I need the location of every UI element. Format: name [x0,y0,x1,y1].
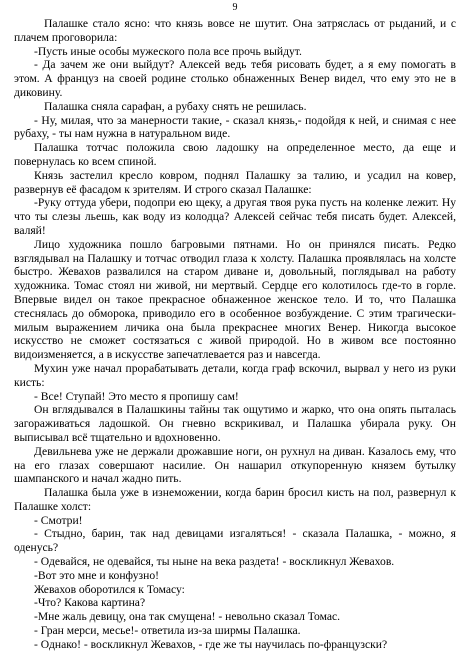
paragraph: - Ну, милая, что за манерности такие, - сказал князь,- подойдя к ней, и снимая с нее рубаху, - ты нам нужна в натуральном виде. [14,113,456,141]
paragraph: Князь застелил кресло ковром, поднял Палашку за талию, и усадил на ковер, развернув её фасадом к зрителям. И строго сказал Палашке: [14,168,456,196]
paragraph: - Все! Ступай! Это место я пропишу сам! [34,389,239,403]
paragraph: -Мне жаль девицу, она так смущена! - невольно сказал Томас. [34,610,341,624]
paragraph: Жевахов оборотился к Томасу: [34,582,185,596]
paragraph: Девильнева уже не держали дрожавшие ноги, он рухнул на диван. Казалось ему, что на его глазах совершают насилие. Он нашарил откупоренную князем бутылку шампанского и начал жадно пить. [14,444,456,486]
paragraph: - Одевайся, не одевайся, ты ныне на века раздета! - воскликнул Жевахов. [34,555,395,569]
paragraph: -Вот это мне и конфузно! [34,568,159,582]
paragraph: - Смотри! [34,513,83,527]
paragraph: Палашка была уже в изнеможении, когда барин бросил кисть на пол, развернул к Палашке холст: [14,486,456,513]
paragraph: Лицо художника пошло багровыми пятнами. Но он принялся писать. Редко взглядывал на Палашку и тотчас отводил глаза к холсту. Палашка проявлялась на холсте быстро. Жевахов развалился на старом диване и, довольный, поглядывал на работу художника. Томас стоял ни живой, ни мертвый. Сердце его колотилось где-то в горле. Впервые видел он такое прекрасное обнаженное женское тело. И то, что Палашка стеснялась до обморока, приводило его в особенное возбуждение. С этим трагически-милым выражением личика она была прекраснее многих Венер. Никогда высокое искусство не сможет состязаться с живой природой. Но в живом все постоянно видоизменяется, а в искусстве запечатлевается раз и навсегда. [14,237,456,362]
paragraph: Палашке стало ясно: что князь вовсе не шутит. Она затряслась от рыданий, и с плачем проговорила: [14,17,456,44]
paragraph: - Стыдно, барин, так над девицами изгаляться! - сказала Палашка, - можно, я оденусь? [14,527,456,555]
paragraph: Мухин уже начал прорабатывать детали, когда граф вскочил, вырвал у него из руки кисть: [14,361,456,389]
paragraph: Он вглядывался в Палашкины тайны так ощутимо и жарко, что она опять пыталась загораживаться ладошкой. Он гневно вскрикивал, и Палашка убирала руку. Он выписывал всё тщательно и вдохновенно. [14,403,456,444]
paragraph: - Однако! - воскликнул Жевахов, - где же ты научилась по-французски? [34,637,388,651]
page-number: 9 [232,2,238,13]
paragraph: - Гран мерси, месье!- ответила из-за ширмы Палашка. [34,624,301,638]
paragraph: -Что? Какова картина? [34,596,146,610]
paragraph: Палашка сняла сарафан, а рубаху снять не решилась. [44,99,307,113]
paragraph: -Руку оттуда убери, подопри ею щеку, а другая твоя рука пусть на коленке лежит. Ну что ты слезы льешь, как воду из колодца? Алексей сейчас тебя писать будет. Алексей, валяй! [14,196,456,237]
paragraph: -Пусть иные особы мужеского пола все прочь выйдут. [34,44,302,58]
paragraph: Палашка тотчас положила свою ладошку на определенное место, да еще и повернулась ко всем спиной. [14,141,456,168]
paragraph: - Да зачем же они выйдут? Алексей ведь тебя рисовать будет, а я ему помогать в этом. А француз на своей родине столько обнаженных Венер видел, что ему это не в диковину. [14,58,456,99]
